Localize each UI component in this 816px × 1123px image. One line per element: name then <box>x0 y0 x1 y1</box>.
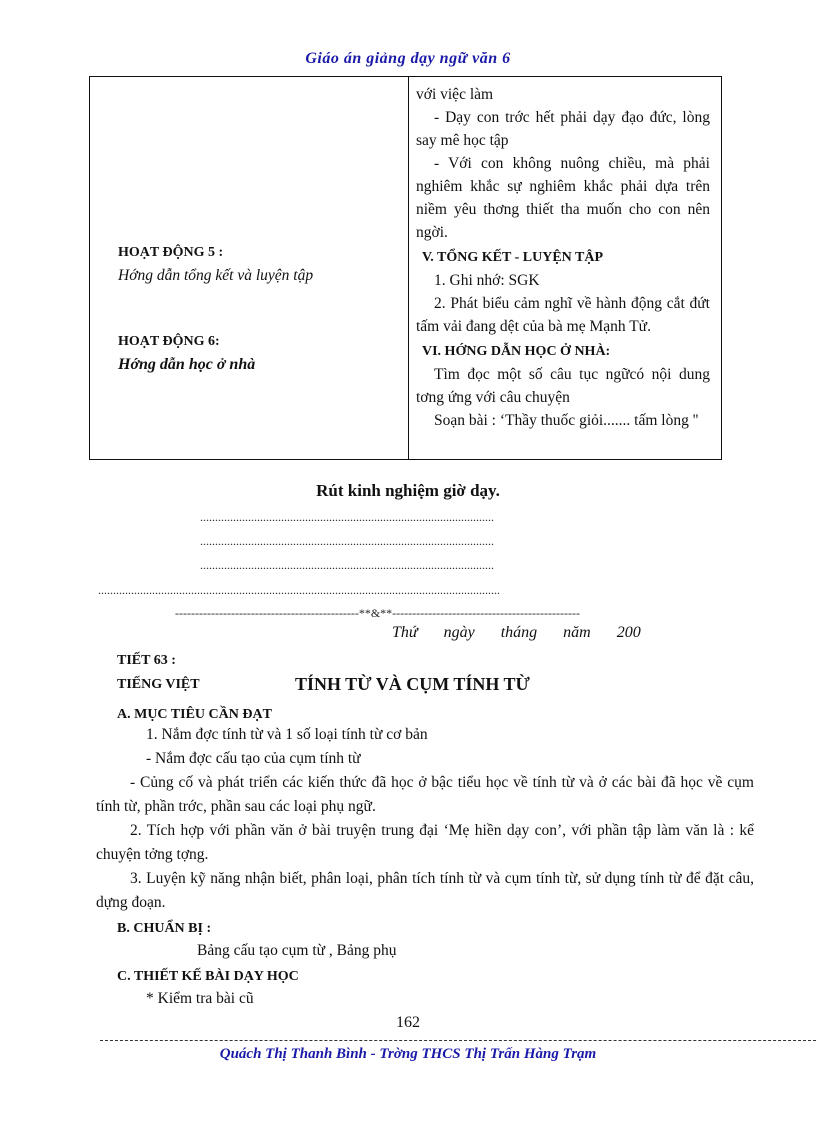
date-line: Thứ ngày tháng năm 200 <box>392 624 641 641</box>
section-separator: ----------------------------------------------**&**----------------------------------------------- <box>175 606 580 620</box>
lesson-table <box>89 76 722 460</box>
review-dots-3: .................................................................................................. <box>200 558 494 572</box>
table-right-column <box>416 83 710 432</box>
section-6-heading: VI. HỚNG DẪN HỌC Ở NHÀ: <box>422 344 611 359</box>
section-6-item-1: Tìm đọc một số câu tục ngữcó nội dung tơng ứng với câu chuyện <box>416 366 710 406</box>
check-old-lesson: * Kiểm tra bài cũ <box>146 990 254 1007</box>
objective-2: 2. Tích hợp với phần văn ở bài truyện trung đại ‘Mẹ hiền dạy con’, với phần tập làm văn là : kể chuyện tởng tợng. <box>96 822 754 863</box>
section-c-heading: C. THIẾT KẾ BÀI DẠY HỌC <box>117 969 299 984</box>
section-5-item-1: 1. Ghi nhớ: SGK <box>434 272 540 289</box>
activity-6-text: Hớng dẫn học ở nhà <box>118 356 256 373</box>
review-dots-2: .................................................................................................. <box>200 534 494 548</box>
review-dots-4: ...................................................................................................................................... <box>98 583 500 597</box>
objective-3: 3. Luyện kỹ năng nhận biết, phân loại, phân tích tính từ và cụm tính từ, sử dụng tính từ để đặt câu, dựng đoạn. <box>96 870 754 911</box>
section-5-item-2: 2. Phát biểu cảm nghĩ về hành động cắt đứt tấm vải đang dệt của bà mẹ Mạnh Tử. <box>416 295 710 335</box>
preparation-item: Bảng cấu tạo cụm từ , Bảng phụ <box>197 942 397 959</box>
lesson-subject: TIẾNG VIỆT <box>117 677 200 692</box>
table-divider <box>408 77 409 459</box>
section-6-item-2: Soạn bài : ‘Thầy thuốc giỏi....... tấm lòng '' <box>434 412 699 429</box>
section-a-heading: A. MỤC TIÊU CẦN ĐẠT <box>117 707 272 722</box>
activity-6-label: HOẠT ĐỘNG 6: <box>118 334 220 349</box>
lesson-number: TIẾT 63 : <box>117 653 176 668</box>
review-dots-1: .................................................................................................. <box>200 510 494 524</box>
objective-1a: - Nắm đợc cấu tạo của cụm tính từ <box>146 750 361 767</box>
right-paragraph-2: - Với con không nuông chiều, mà phải nghiêm khắc sự nghiêm khắc phải dựa trên niềm yêu thơng thiết tha muốn cho con nên ngời. <box>416 155 710 241</box>
objective-1: 1. Nắm đợc tính từ và 1 số loại tính từ cơ bản <box>146 726 428 743</box>
section-b-heading: B. CHUẨN BỊ : <box>117 921 212 936</box>
section-5-heading: V. TỔNG KẾT - LUYỆN TẬP <box>422 250 604 265</box>
right-paragraph-1: - Dạy con trớc hết phải dạy đạo đức, lòng say mê học tập <box>416 109 710 149</box>
objective-1b: - Củng cố và phát triển các kiến thức đã học ở bậc tiểu học về tính từ và ở các bài đã học về cụm tính từ, phần trớc, phần sau các loại phụ ngữ. <box>96 774 754 815</box>
review-title: Rút kinh nghiệm giờ dạy. <box>316 481 500 500</box>
section-a-content <box>96 723 754 915</box>
activity-5-text: Hớng dẫn tổng kết và luyện tập <box>118 267 314 284</box>
right-line-1: với việc làm <box>416 86 494 103</box>
page-number: 162 <box>396 1014 420 1031</box>
lesson-title: TÍNH TỪ VÀ CỤM TÍNH TỪ <box>295 674 530 694</box>
page-header: Giáo án giảng dạy ngữ văn 6 <box>305 50 511 67</box>
page-footer: Quách Thị Thanh Bình - Trờng THCS Thị Trấn Hàng Trạm <box>219 1046 597 1062</box>
footer-rule <box>100 1040 816 1041</box>
activity-5-label: HOẠT ĐỘNG 5 : <box>118 245 224 260</box>
